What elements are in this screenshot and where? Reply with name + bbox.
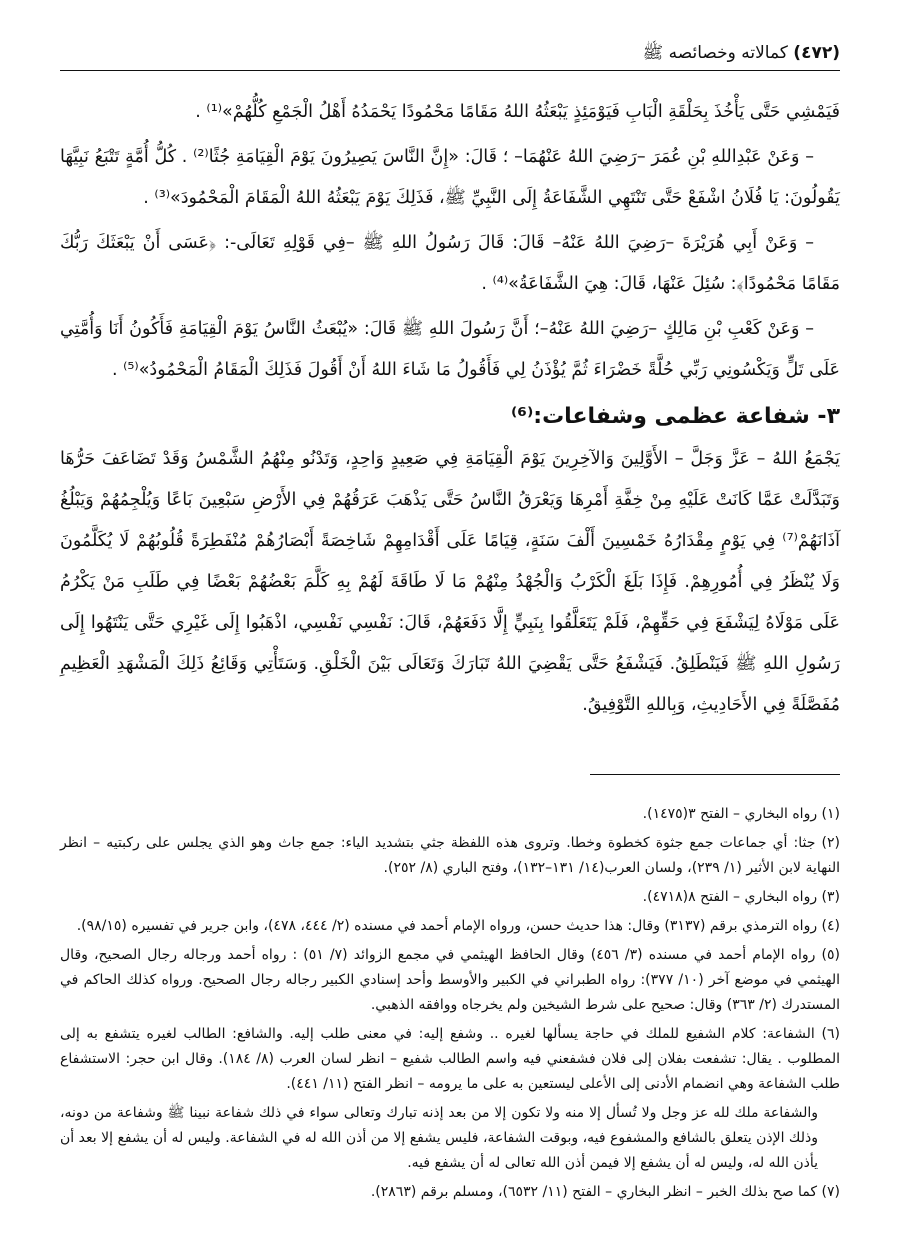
paragraph-1: فَيَمْشِي حَتَّى يَأْخُذَ بِحَلْقَةِ الْبَابِ فَيَوْمَئِذٍ يَبْعَثُهُ اللهُ مَقَامًا مَحْمُودًا يَحْمَدُهُ أَهْلُ الْجَمْعِ كُلُّهُمْ»⁽¹⁾ .: [195, 102, 840, 122]
footnote-6-continuation: والشفاعة ملك لله عز وجل ولا تُسأل إلا منه ولا تكون إلا من بعد إذنه تبارك وتعالى سواء في ذلك شفاعة نبينا ﷺ وشفاعة من دونه، وذلك الإذن يتعلق بالشافع والمشفوع فيه، وبوقت الشفاعة، فليس يشفع إلا من أذن الله له في الشفاعة. وليس له أن يشفع إلا بعد أن يأذن الله له، وليس له أن يشفع إلا فيمن أذن الله تعالى له أن يشفع فيه.: [60, 1105, 818, 1171]
footnote-3: (٣) رواه البخاري – الفتح ٨(٤٧١٨).: [642, 889, 840, 905]
footnote-4: (٤) رواه الترمذي برقم (٣١٣٧) وقال: هذا حديث حسن، ورواه الإمام أحمد في مسنده (٢/ ٤٤٤، ٤٧٨)، وابن جرير في تفسيره (٩٨/١٥).: [76, 918, 840, 934]
paragraph-2: – وَعَنْ عَبْدِاللهِ بْنِ عُمَرَ –رَضِيَ اللهُ عَنْهُمَا– ؛ قَالَ: «إِنَّ النَّاسَ يَصِيرُونَ يَوْمَ الْقِيَامَةِ جُثًا⁽²⁾ . كُلُّ أُمَّةٍ تَتْبَعُ نَبِيَّهَا يَقُولُونَ: يَا فُلَانُ اشْفَعْ حَتَّى تَنْتَهِي الشَّفَاعَةُ إِلَى النَّبِيِّ ﷺ، فَذَلِكَ يَوْمَ يَبْعَثُهُ اللهُ الْمَقَامَ الْمَحْمُودَ»⁽³⁾ .: [60, 147, 840, 208]
footnotes: [60, 802, 840, 1209]
footnote-2: (٢) جثا: أي جماعات جمع جثوة كخطوة وخطا. وتروى هذه اللفظة جثي بتشديد الياء: جمع جاث وهو الذي يجلس على ركبتيه – انظر النهاية لابن الأثير (١/ ٢٣٩)، ولسان العرب(١٤/ ١٣١–١٣٢)، وفتح الباري (٨/ ٢٥٢).: [60, 835, 840, 876]
section-heading: ٣- شفاعة عظمى وشفاعات:⁽⁶⁾: [510, 404, 840, 429]
footnote-7: (٧) كما صح بذلك الخبر – انظر البخاري – الفتح (١١/ ٦٥٣٢)، ومسلم برقم (٢٨٦٣).: [370, 1184, 840, 1200]
book-page: [60, 36, 840, 1226]
footnote-separator: [590, 774, 840, 775]
paragraph-5: يَجْمَعُ اللهُ – عَزَّ وَجَلَّ – الأَوَّلِينَ وَالآخِرِينَ يَوْمَ الْقِيَامَةِ فِي صَعِيدٍ وَاحِدٍ، وَتَدْنُو مِنْهُمُ الشَّمْسُ وَقَدْ تَضَاعَفَ حَرُّهَا وَتَبَدَّلَتْ عَمَّا كَانَتْ عَلَيْهِ مِنْ خِفَّةِ أَمْرِهَا وَيَعْرَقُ النَّاسُ حَتَّى يَذْهَبَ عَرَقُهُمْ فِي الأَرْضِ سَبْعِينَ بَاعًا وَيُلْجِمُهُمْ وَيَبْلُغُ آذَانَهُمْ⁽⁷⁾ فِي يَوْمٍ مِقْدَارُهُ خَمْسِينَ أَلْفَ سَنَةٍ، قِيَامًا عَلَى أَقْدَامِهِمْ شَاخِصَةً أَبْصَارُهُمْ مُنْفَطِرَةً قُلُوبُهُمْ لَا يُكَلَّمُونَ وَلَا يُنْظَرُ فِي أُمُورِهِمْ. فَإِذَا بَلَغَ الْكَرْبُ وَالْجُهْدُ مِنْهُمْ مَا لَا طَاقَةَ لَهُمْ بِهِ كَلَّمَ بَعْضُهُمْ بَعْضًا فِي طَلَبِ مَنْ يَكْرُمُ عَلَى مَوْلَاهُ لِيَشْفَعَ فِي حَقِّهِمْ، فَلَمْ يَتَعَلَّقُوا بِنَبِيٍّ إِلَّا دَفَعَهُمْ، قَالَ: نَفْسِي نَفْسِي، اذْهَبُوا إِلَى غَيْرِي حَتَّى يَنْتَهُوا إِلَى رَسُولِ اللهِ ﷺ فَيَنْطَلِقُ. فَيَشْفَعُ حَتَّى يَقْضِيَ اللهُ تَبَارَكَ وَتَعَالَى بَيْنَ الْخَلْقِ. وَسَتَأْتِي وَقَائِعُ ذَلِكَ الْمَشْهَدِ الْعَظِيمِ مُفَصَّلَةً فِي الأَحَادِيثِ، وَبِاللهِ التَّوْفِيقُ.: [60, 449, 840, 715]
footnote-1: (١) رواه البخاري – الفتح ٣(١٤٧٥).: [642, 806, 840, 822]
page-number: (٤٧٢): [793, 43, 840, 63]
footnote-6: (٦) الشفاعة: كلام الشفيع للملك في حاجة يسألها لغيره .. وشفع إليه: في معنى طلب إليه. والشافع: الطالب لغيره يتشفع به إلى المطلوب . يقال: تشفعت بفلان إلى فلان فشفعني فيه واسم الطالب شفيع – انظر لسان العرب (٨/ ١٨٤). وقال ابن حجر: الاستشفاع طلب الشفاعة وهي انضمام الأدنى إلى الأعلى ليستعين به على ما يرومه – انظر الفتح (١١/ ٤٤١).: [60, 1026, 841, 1092]
main-text: [60, 92, 840, 730]
paragraph-4: – وَعَنْ كَعْبِ بْنِ مَالِكٍ –رَضِيَ اللهُ عَنْهُ–؛ أَنَّ رَسُولَ اللهِ ﷺ قَالَ: «يُبْعَثُ النَّاسُ يَوْمَ الْقِيَامَةِ فَأَكُونُ أَنَا وَأُمَّتِي عَلَى تَلٍّ وَيَكْسُونِي رَبِّي حُلَّةً خَضْرَاءَ ثُمَّ يُؤْذَنُ لِي فَأَقُولُ مَا شَاءَ اللهُ أَنْ أَقُولَ فَذَلِكَ الْمَقَامُ الْمَحْمُودُ»⁽⁵⁾ .: [60, 319, 840, 380]
paragraph-3: – وَعَنْ أَبِي هُرَيْرَةَ –رَضِيَ اللهُ عَنْهُ– قَالَ: قَالَ رَسُولُ اللهِ ﷺ –فِي قَوْلِهِ تَعَالَى-: ﴿عَسَى أَنْ يَبْعَثَكَ رَبُّكَ مَقَامًا مَحْمُودًا﴾: سُئِلَ عَنْهَا، قَالَ: هِيَ الشَّفَاعَةُ»⁽⁴⁾ .: [60, 233, 840, 294]
footnote-5: (٥) رواه الإمام أحمد في مسنده (٣/ ٤٥٦) وقال الحافظ الهيثمي في مجمع الزوائد (٧/ ٥١) : رواه أحمد ورجاله رجال الصحيح، وقال الهيثمي في موضع آخر (١٠/ ٣٧٧): رواه الطبراني في الكبير والأوسط وأحد إسنادي الكبير رجاله رجال الصحيح. ورواه كذلك الحاكم في المستدرك (٢/ ٣٦٣) وقال: صحيح على شرط الشيخين ولم يخرجاه ووافقه الذهبي.: [60, 947, 841, 1013]
running-header: [60, 36, 840, 71]
running-title: كمالاته وخصائصه ﷺ: [642, 43, 788, 63]
